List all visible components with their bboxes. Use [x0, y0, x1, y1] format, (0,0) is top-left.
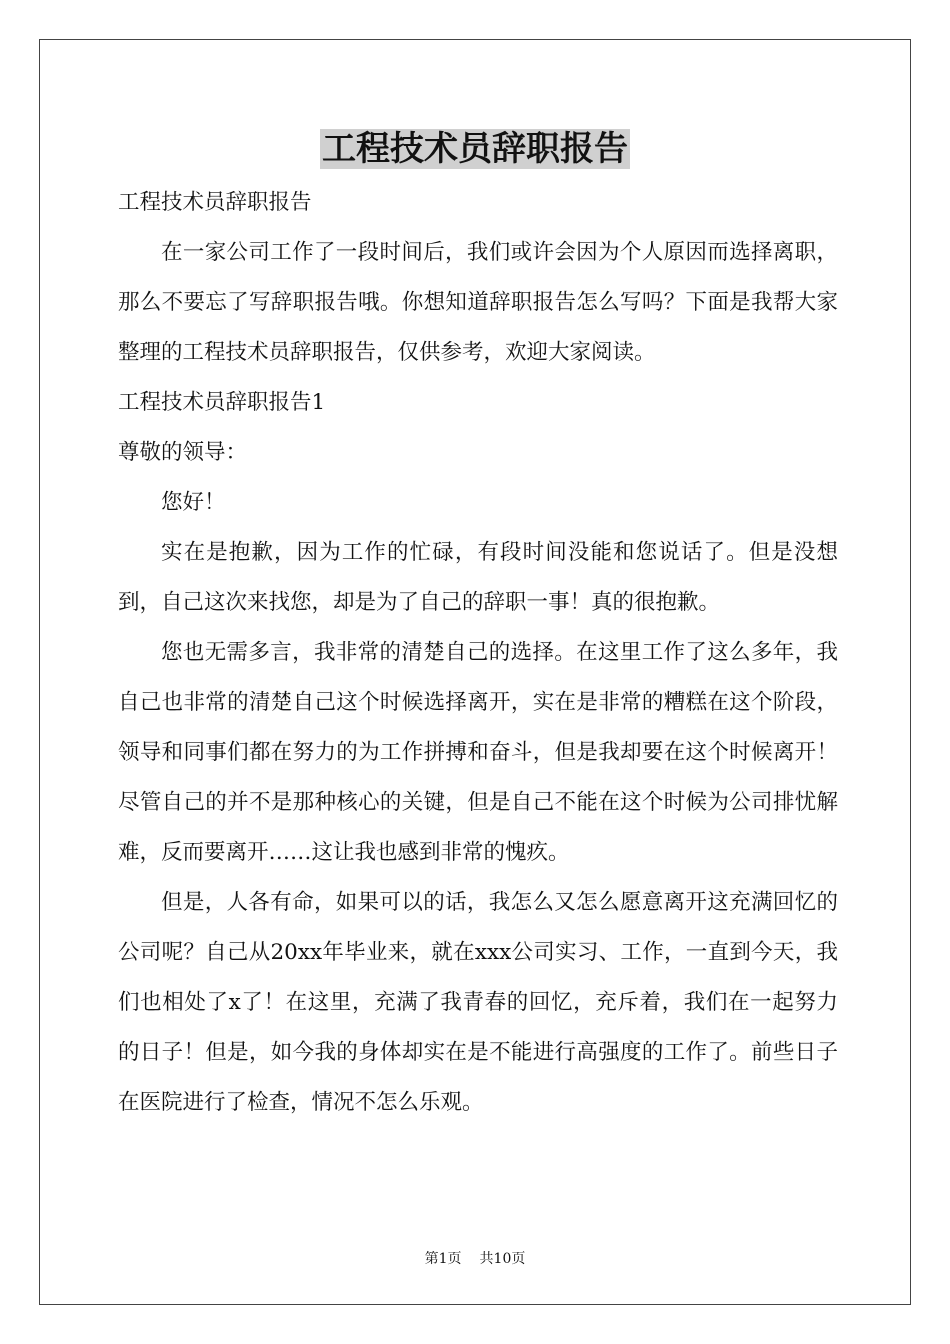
- document-title: [0, 126, 950, 172]
- page-footer: [0, 1248, 950, 1268]
- document-subtitle: 工程技术员辞职报告: [118, 190, 312, 215]
- intro-paragraph: 在一家公司工作了一段时间后，我们或许会因为个人原因而选择离职，那么不要忘了写辞职报告哦。你想知道辞职报告怎么写吗？下面是我帮大家整理的工程技术员辞职报告，仅供参考，欢迎大家阅读。: [118, 240, 838, 365]
- document-body: [118, 178, 838, 1128]
- body-paragraph: 实在是抱歉，因为工作的忙碌，有段时间没能和您说话了。但是没想到，自己这次来找您，却是为了自己的辞职一事！真的很抱歉。: [118, 540, 838, 615]
- body-paragraph: 但是，人各有命，如果可以的话，我怎么又怎么愿意离开这充满回忆的公司呢？自己从20xx年毕业来，就在xxx公司实习、工作，一直到今天，我们也相处了x了！在这里，充满了我青春的回忆，充斥着，我们在一起努力的日子！但是，如今我的身体却实在是不能进行高强度的工作了。前些日子在医院进行了检查，情况不怎么乐观。: [118, 890, 838, 1115]
- section-heading: 工程技术员辞职报告1: [118, 390, 326, 415]
- salutation: 尊敬的领导：: [118, 440, 248, 465]
- page-total: 共10页: [479, 1251, 526, 1267]
- page-number: 第1页: [424, 1251, 462, 1267]
- greeting: 您好！: [161, 490, 226, 515]
- body-paragraph: 您也无需多言，我非常的清楚自己的选择。在这里工作了这么多年，我自己也非常的清楚自己这个时候选择离开，实在是非常的糟糕在这个阶段，领导和同事们都在努力的为工作拼搏和奋斗，但是我却要在这个时候离开！尽管自己的并不是那种核心的关键，但是自己不能在这个时候为公司排忧解难，反而要离开……这让我也感到非常的愧疚。: [118, 640, 838, 865]
- document-title-text: 工程技术员辞职报告: [322, 129, 628, 169]
